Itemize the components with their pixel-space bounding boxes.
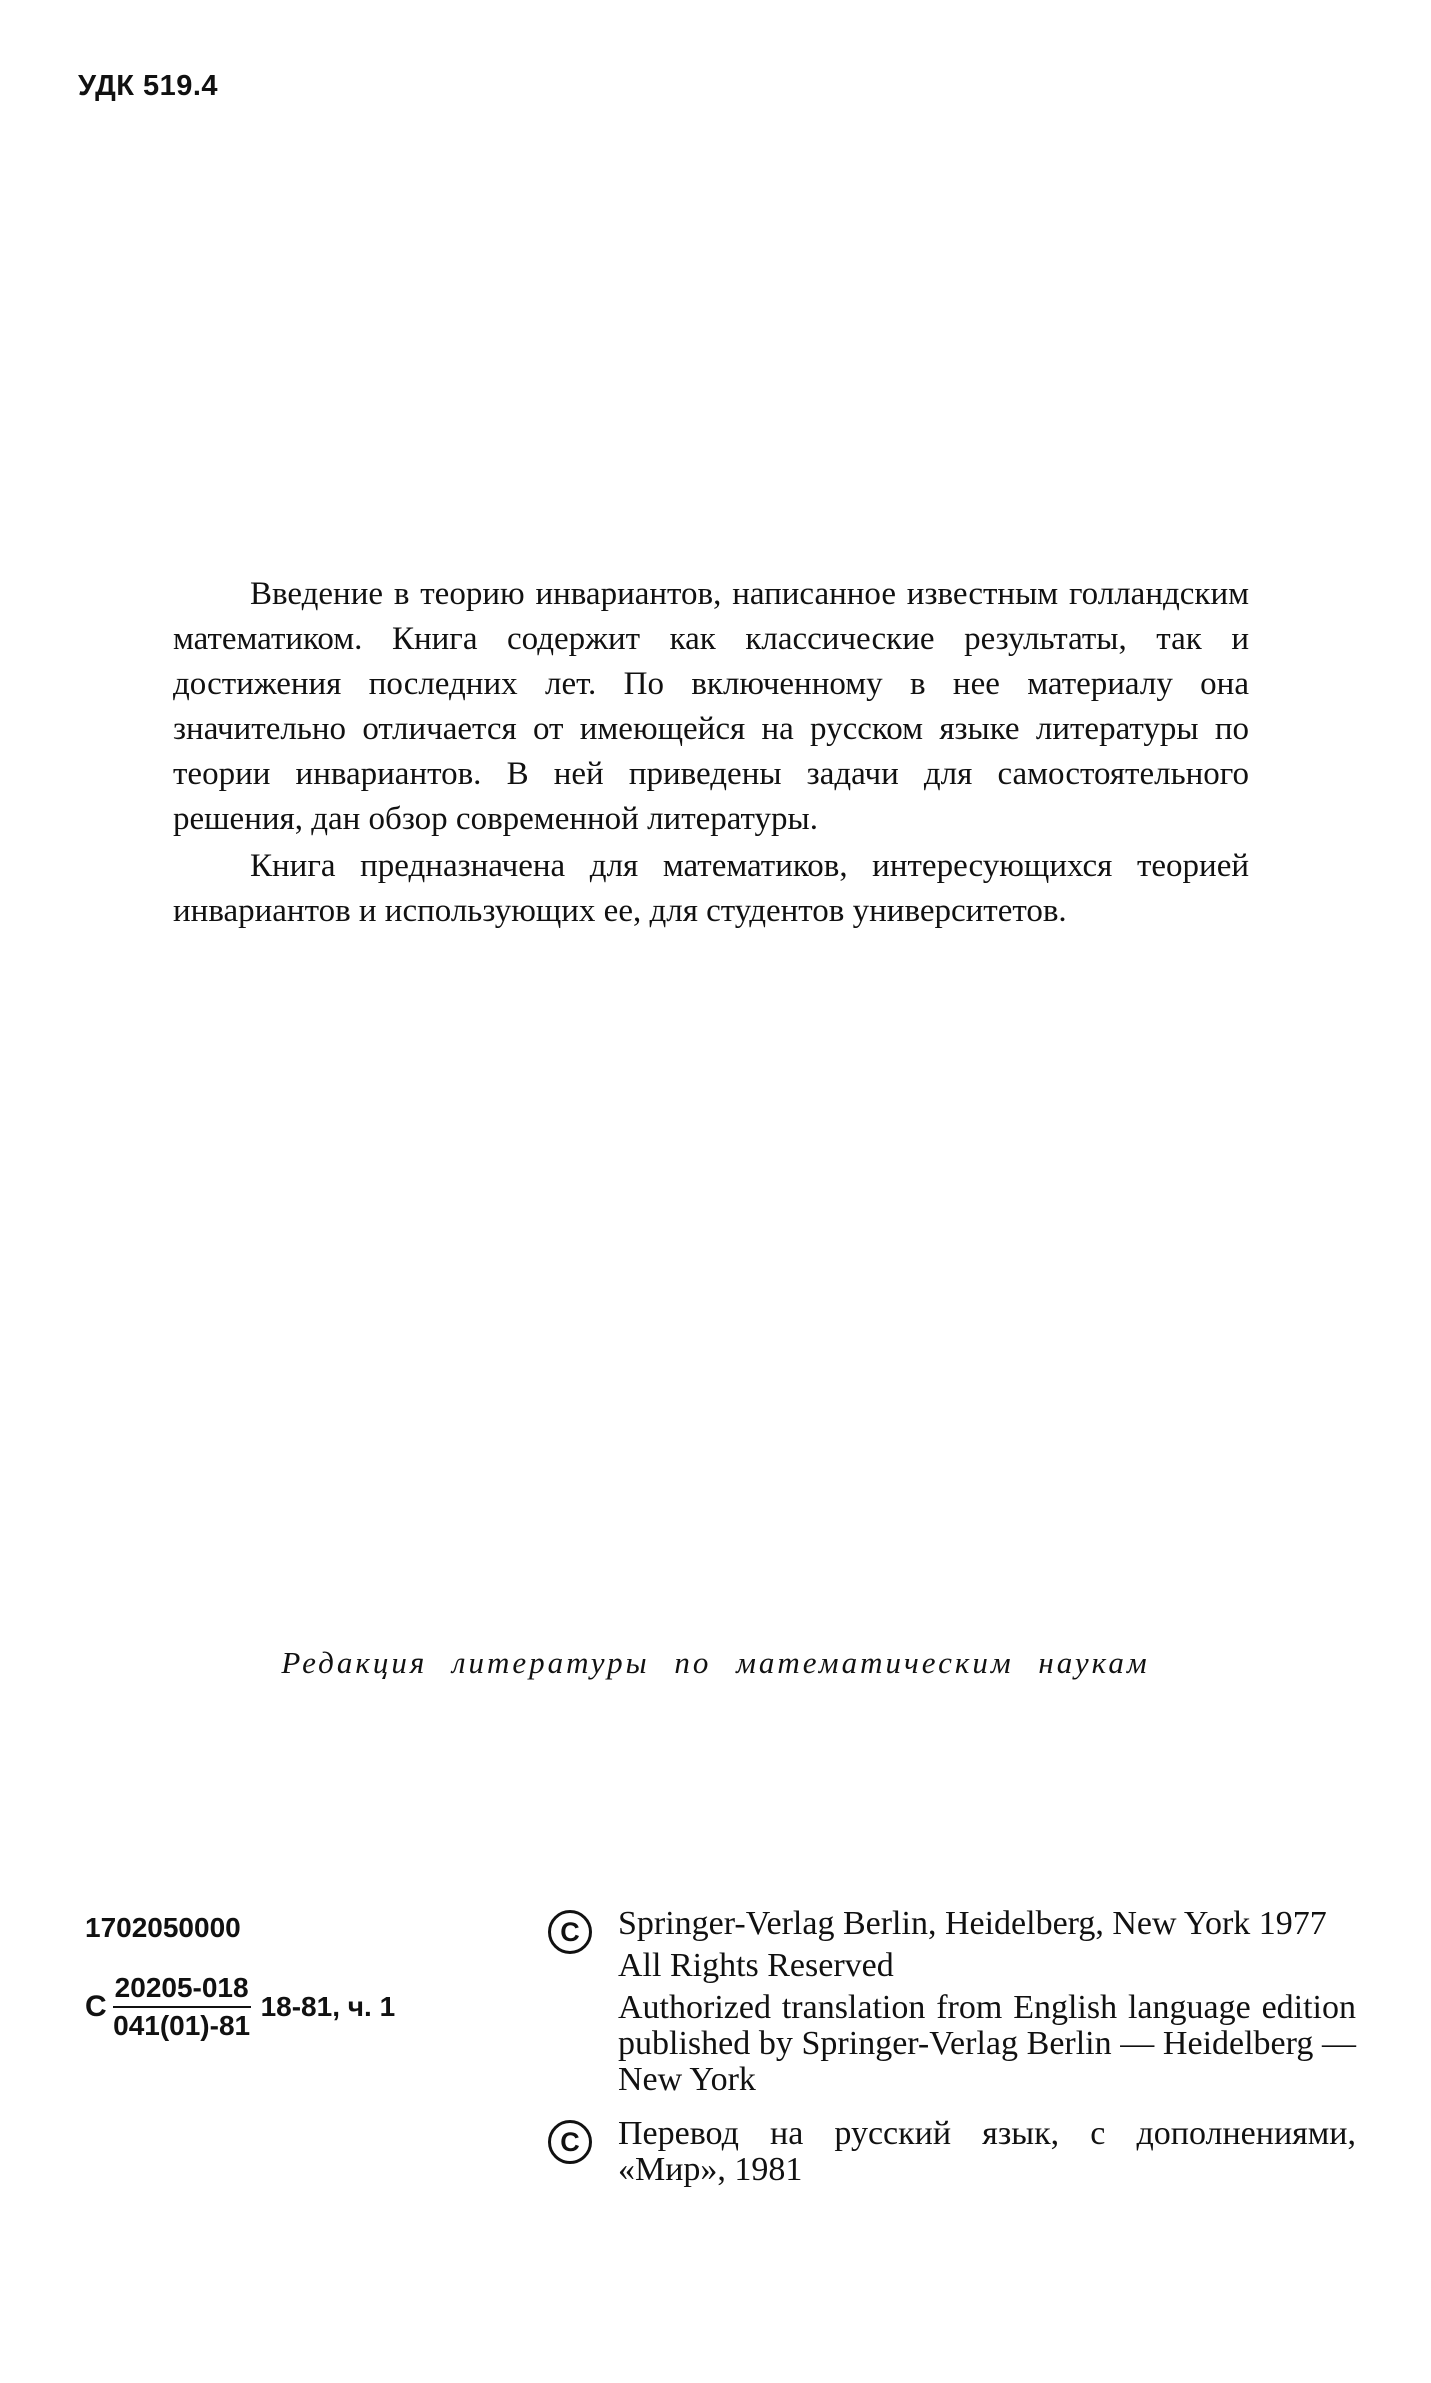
copyright-icon: C: [548, 2120, 592, 2164]
copyright-translation: [548, 2116, 1356, 2188]
copyright-icon: C: [548, 1910, 592, 1954]
udk-code: УДК 519.4: [78, 70, 219, 102]
translation-line: Перевод на русский язык, с дополнениями, «Мир», 1981: [618, 2115, 1356, 2188]
copyright-line: All Rights Reserved: [618, 1947, 894, 1984]
editorial-office: Редакция литературы по математическим наукам: [281, 1645, 1150, 1680]
copyright-line: Springer-Verlag Berlin, Heidelberg, New York 1977: [618, 1905, 1327, 1942]
catalog-fraction: [113, 1972, 251, 2042]
catalog-codes: [85, 1912, 485, 2042]
catalog-denominator: 041(01)-81: [113, 2010, 251, 2041]
catalog-letter: С: [85, 1990, 107, 2023]
catalog-numerator: 20205-018: [113, 1972, 251, 2008]
copyright-line: Authorized translation from English language edition published by Springer-Verlag Berlin — Heidelberg — New York: [618, 1989, 1356, 2098]
catalog-number: 1702050000: [85, 1912, 241, 1943]
copyright-original: [548, 1906, 1356, 2098]
book-abstract: [173, 572, 1249, 934]
catalog-suffix: 18-81, ч. 1: [260, 1991, 396, 2022]
abstract-paragraph-2: Книга предназначена для математиков, интересующихся теорией инвариантов и использующих ее, для студентов университетов.: [173, 848, 1249, 929]
copyright-section: [548, 1906, 1356, 2188]
abstract-paragraph-1: Введение в теорию инвариантов, написанное известным голландским математиком. Книга содержит как классические результаты, так и достижения последних лет. По включенному в нее материалу она значительно отличается от имеющейся на русском языке литературы по теории инвариантов. В ней приведены задачи для самостоятельного решения, дан обзор современной литературы.: [173, 576, 1249, 837]
catalog-fraction-row: [85, 1972, 485, 2042]
